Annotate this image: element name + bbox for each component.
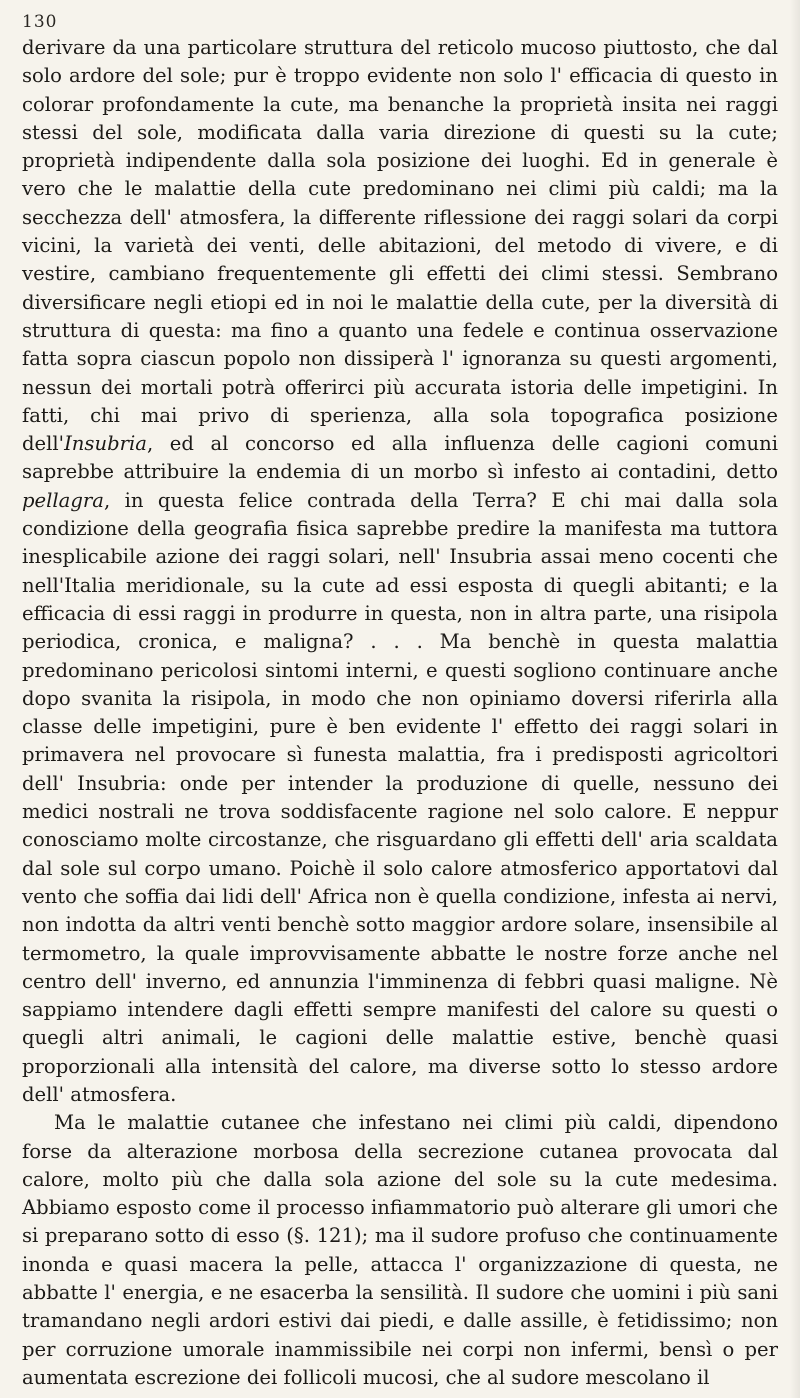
page-number: 130	[22, 12, 58, 32]
term-insubria: Insubria	[64, 432, 147, 456]
paragraph-1-text: derivare da una particolare struttura del reticolo mucoso piuttosto, che dal solo ardore del sole; pur è troppo evidente non solo l' efficacia di questo in colorar profondamente la cute, ma benanche la proprietà insita nei raggi stessi del sole, modificata dalla varia direzione di questi su la cute; proprietà indipendente dalla sola posizione dei luoghi. Ed in generale è vero che le malattie della cute predominano nei climi più caldi; ma la secchezza dell' atmosfera, la differente riflessione dei raggi solari da corpi vicini, la varietà dei venti, delle abitazioni, del metodo di vivere, e di vestire, cambiano frequentemente gli effetti dei climi stessi. Sembrano diversificare negli etiopi ed in noi le malattie della cute, per la diversità di struttura di questa: ma fino a quanto una fedele e continua osservazione fatta sopra ciascun popolo non dissiperà l' ignoranza su questi argomenti, nessun dei mortali potrà offerirci più accurata istoria delle impetigini. In fatti, chi mai privo di sperienza, alla sola topografica posizione dell'	[22, 36, 778, 456]
term-pellagra: pellagra	[22, 488, 104, 512]
paragraph-2	[22, 1109, 778, 1392]
page-edge-shadow	[790, 0, 800, 1398]
paragraph-1-text-cont: , ed al concorso ed alla influenza delle cagioni comuni saprebbe attribuire la endemia di un morbo sì infesto ai contadini, detto	[22, 432, 778, 484]
body-text	[22, 34, 778, 1392]
paragraph-2-text: Ma le malattie cutanee che infestano nei climi più caldi, dipendono forse da alterazione morbosa della secrezione cutanea provocata dal calore, molto più che dalla sola azione del sole su la cute medesima. Abbiamo esposto come il processo infiammatorio può alterare gli umori che si preparano sotto di esso (§. 121); ma il sudore profuso che continuamente inonda e quasi macera la pelle, attacca l' organizzazione di questa, ne abbatte l' energia, e ne esacerba la sensilità. Il sudore che uomini i più sani tramandano negli ardori estivi dai piedi, e dalle assille, è fetidissimo; non per corruzione umorale inammissibile nei corpi non infermi, bensì o per aumentata escrezione dei follicoli mucosi, che al sudore mescolano il	[22, 1111, 778, 1389]
paragraph-1	[22, 34, 778, 1109]
paragraph-1-text-end: , in questa felice contrada della Terra? E chi mai dalla sola condizione della geografia fisica saprebbe predire la manifesta ma tuttora inesplicabile azione dei raggi solari, nell' Insubria assai meno cocenti che nell'Italia meridionale, su la cute ad essi esposta di quegli abitanti; e la efficacia di essi raggi in produrre in questa, non in altra parte, una risipola periodica, cronica, e maligna? . . . Ma benchè in questa malattia predominano pericolosi sintomi interni, e questi sogliono continuare anche dopo svanita la risipola, in modo che non opiniamo doversi riferirla alla classe delle impetigini, pure è ben evidente l' effetto dei raggi solari in primavera nel provocare sì funesta malattia, fra i predisposti agricoltori dell' Insubria: onde per intender la produzione di quelle, nessuno dei medici nostrali ne trova soddisfacente ragione nel solo calore. E neppur conosciamo molte circostanze, che risguardano gli effetti dell' aria scaldata dal sole sul corpo umano. Poichè il solo calore atmosferico apportatovi dal vento che soffia dai lidi dell' Africa non è quella condizione, infesta ai nervi, non indotta da altri venti benchè sotto maggior ardore solare, insensibile al termometro, la quale improvvisamente abbatte le nostre forze anche nel centro dell' inverno, ed annunzia l'imminenza di febbri quasi maligne. Nè sappiamo intendere dagli effetti sempre manifesti del calore su questi o quegli altri animali, le cagioni delle malattie estive, benchè quasi proporzionali alla intensità del calore, ma diverse sotto lo stesso ardore dell' atmosfera.	[22, 488, 778, 1106]
